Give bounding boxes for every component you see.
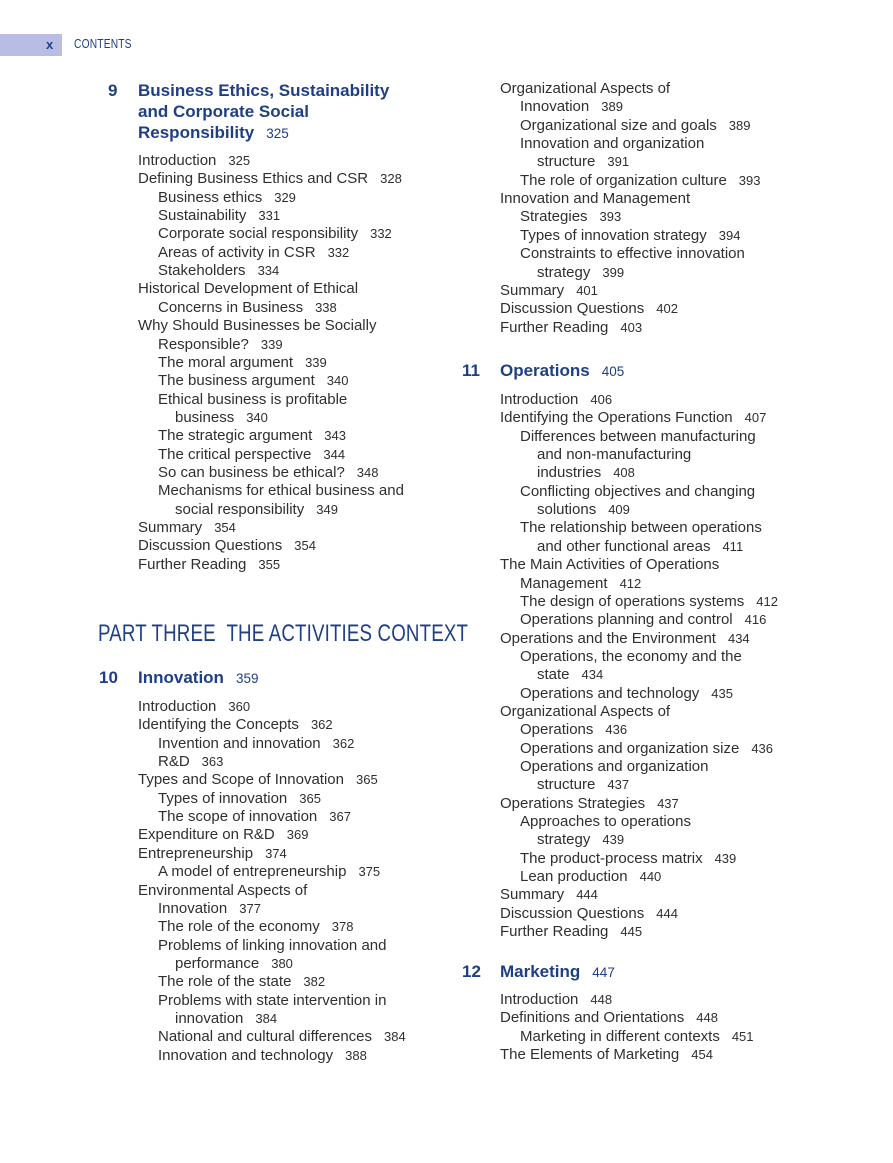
chapter-12-page: 447 xyxy=(592,965,615,980)
chapter-10-number: 10 xyxy=(99,668,118,687)
toc-entry-page: 409 xyxy=(608,502,630,518)
toc-entry-title: Operations and organization size xyxy=(520,739,740,757)
toc-entry-page: 375 xyxy=(358,864,381,880)
toc-entry[interactable] xyxy=(520,868,661,886)
toc-entry-title: industries xyxy=(537,464,602,482)
toc-entry-title: social responsibility xyxy=(175,500,305,518)
chapter-12-title-text: Marketing xyxy=(500,962,581,981)
toc-entry-title: Organizational Aspects of xyxy=(500,702,671,720)
toc-entry-page: 454 xyxy=(691,1047,713,1063)
toc-entry-title: Innovation and technology xyxy=(158,1046,334,1064)
toc-entry-title: The moral argument xyxy=(158,353,294,371)
toc-entry[interactable] xyxy=(500,409,766,427)
toc-entry-title: Types of innovation xyxy=(158,789,288,807)
toc-entry-page: 434 xyxy=(727,630,750,646)
toc-entry-page: 389 xyxy=(728,117,751,133)
toc-entry-page: 391 xyxy=(607,154,630,170)
chapter-9-title-line-3: Responsibility xyxy=(138,123,255,142)
toc-entry-title: Why Should Businesses be Socially xyxy=(138,317,377,335)
toc-entry[interactable] xyxy=(520,758,708,776)
toc-entry[interactable] xyxy=(520,1028,754,1046)
toc-entry[interactable] xyxy=(138,519,236,537)
toc-entry-page: 362 xyxy=(310,717,333,733)
toc-entry-page: 394 xyxy=(718,227,741,243)
toc-entry[interactable] xyxy=(520,227,740,245)
toc-entry-title: Discussion Questions xyxy=(138,537,283,555)
toc-entry-title: Operations planning and control xyxy=(520,611,733,629)
toc-entry-title: Introduction xyxy=(500,991,579,1008)
toc-entry[interactable] xyxy=(537,446,691,464)
toc-entry-title: Further Reading xyxy=(500,923,609,941)
toc-entry-title: Constraints to effective innovation xyxy=(520,245,745,263)
part-title: THE ACTIVITIES CONTEXT xyxy=(226,620,469,647)
toc-entry[interactable] xyxy=(158,189,296,207)
toc-entry-title: Innovation and Management xyxy=(500,190,691,208)
toc-entry-title: Strategies xyxy=(520,208,588,226)
toc-entry[interactable] xyxy=(158,753,223,771)
toc-entry-title: solutions xyxy=(537,501,597,519)
toc-entry[interactable] xyxy=(175,1010,277,1028)
toc-entry-page: 393 xyxy=(738,172,761,188)
toc-entry-title: The design of operations systems xyxy=(520,592,745,610)
toc-entry-page: 407 xyxy=(744,410,767,426)
toc-entry-title: Problems of linking innovation and xyxy=(158,936,387,954)
toc-entry[interactable] xyxy=(158,262,279,280)
toc-entry-page: 439 xyxy=(602,832,625,848)
toc-entry[interactable] xyxy=(158,299,337,317)
chapter-9-title[interactable] xyxy=(138,80,389,144)
toc-entry[interactable] xyxy=(158,244,349,262)
toc-entry[interactable] xyxy=(138,317,376,335)
chapter-12-number: 12 xyxy=(462,962,481,981)
toc-entry-page: 354 xyxy=(214,520,236,535)
toc-entry-title: Concerns in Business xyxy=(158,298,304,316)
toc-entry[interactable] xyxy=(537,776,629,794)
toc-entry-title: Management xyxy=(520,574,608,592)
toc-entry-page: 388 xyxy=(345,1047,367,1063)
toc-entry-page: 339 xyxy=(305,354,327,370)
toc-entry-page: 384 xyxy=(255,1010,278,1026)
toc-entry-page: 340 xyxy=(246,409,268,425)
toc-entry-page: 440 xyxy=(639,869,662,885)
toc-entry[interactable] xyxy=(500,991,612,1009)
toc-entry-title: Operations and technology xyxy=(520,684,700,702)
toc-entry-title: and other functional areas xyxy=(537,537,711,555)
toc-entry-page: 363 xyxy=(201,754,224,770)
toc-entry-page: 328 xyxy=(380,171,402,187)
toc-entry[interactable] xyxy=(500,905,678,923)
toc-entry[interactable] xyxy=(500,391,612,409)
toc-entry-title: The product-process matrix xyxy=(520,849,703,867)
toc-entry[interactable] xyxy=(158,900,261,918)
toc-entry[interactable] xyxy=(537,538,743,556)
toc-entry-title: Ethical business is profitable xyxy=(158,390,348,408)
chapter-12-title[interactable] xyxy=(500,961,615,983)
toc-entry-page: 412 xyxy=(756,593,778,609)
toc-entry-page: 437 xyxy=(607,777,630,793)
toc-entry[interactable] xyxy=(158,992,386,1010)
toc-entry-title: Innovation xyxy=(520,98,590,116)
toc-entry[interactable] xyxy=(520,172,761,190)
toc-entry-page: 348 xyxy=(356,464,379,480)
toc-entry-title: The relationship between operations xyxy=(520,519,762,537)
toc-entry-title: Differences between manufacturing xyxy=(520,427,756,445)
toc-entry[interactable] xyxy=(158,808,351,826)
toc-entry-title: Problems with state intervention in xyxy=(158,991,387,1009)
toc-entry[interactable] xyxy=(138,698,250,716)
toc-entry-page: 439 xyxy=(714,850,737,866)
toc-entry-title: Types of innovation strategy xyxy=(520,226,707,244)
toc-entry[interactable] xyxy=(520,850,736,868)
toc-entry[interactable] xyxy=(500,1046,713,1064)
toc-entry-title: and non-manufacturing xyxy=(537,446,692,464)
toc-entry-page: 435 xyxy=(711,685,733,701)
toc-entry[interactable] xyxy=(158,372,348,390)
toc-entry[interactable] xyxy=(500,190,690,208)
toc-entry-page: 365 xyxy=(355,772,378,788)
toc-entry-title: Further Reading xyxy=(138,555,247,573)
toc-entry[interactable] xyxy=(175,955,293,973)
toc-entry[interactable] xyxy=(500,923,642,941)
toc-entry[interactable] xyxy=(537,666,603,684)
toc-entry[interactable] xyxy=(138,882,307,900)
toc-entry-page: 411 xyxy=(722,538,744,554)
chapter-11-title[interactable] xyxy=(500,360,624,382)
toc-entry-title: Summary xyxy=(138,519,203,536)
toc-entry-title: business xyxy=(175,408,235,426)
toc-entry[interactable] xyxy=(520,208,621,226)
toc-entry[interactable] xyxy=(520,428,756,446)
toc-entry-page: 355 xyxy=(258,556,281,572)
toc-entry-page: 378 xyxy=(331,919,354,935)
toc-entry-page: 362 xyxy=(332,735,355,751)
toc-entry-page: 451 xyxy=(731,1028,754,1044)
toc-entry-title: So can business be ethical? xyxy=(158,463,345,481)
toc-entry[interactable] xyxy=(520,117,751,135)
toc-entry-title: Summary xyxy=(500,281,565,299)
toc-entry-title: Expenditure on R&D xyxy=(138,826,275,844)
toc-entry-page: 403 xyxy=(620,319,643,335)
chapter-9-title-line-1: Business Ethics, Sustainability xyxy=(138,81,390,100)
toc-entry-title: state xyxy=(537,666,570,684)
toc-entry-title: Definitions and Orientations xyxy=(500,1009,685,1027)
toc-entry-title: Marketing in different contexts xyxy=(520,1027,720,1045)
toc-entry[interactable] xyxy=(138,537,316,555)
toc-entry-page: 401 xyxy=(576,282,598,298)
toc-entry-title: Business ethics xyxy=(158,188,263,206)
toc-entry[interactable] xyxy=(158,482,404,500)
toc-entry[interactable] xyxy=(500,886,598,904)
toc-entry[interactable] xyxy=(520,648,742,666)
toc-entry[interactable] xyxy=(520,740,773,758)
toc-entry-page: 434 xyxy=(581,667,604,683)
toc-entry-page: 389 xyxy=(601,99,623,115)
toc-entry-page: 416 xyxy=(744,612,767,628)
toc-entry-page: 393 xyxy=(599,209,622,225)
toc-entry-title: The critical perspective xyxy=(158,445,312,463)
toc-entry-title: Summary xyxy=(500,886,565,904)
toc-entry[interactable] xyxy=(138,716,333,734)
toc-entry-title: The Elements of Marketing xyxy=(500,1046,680,1064)
toc-entry[interactable] xyxy=(138,771,378,789)
toc-entry-title: The role of organization culture xyxy=(520,171,727,189)
chapter-9-number: 9 xyxy=(108,81,118,100)
toc-entry[interactable] xyxy=(158,354,327,372)
toc-entry-title: Conflicting objectives and changing xyxy=(520,482,756,500)
toc-entry-title: structure xyxy=(537,776,596,794)
toc-entry-title: The strategic argument xyxy=(158,427,313,445)
page-number: x xyxy=(46,37,54,52)
toc-entry-title: Operations Strategies xyxy=(500,794,646,812)
running-header: CONTENTS xyxy=(74,37,132,51)
toc-entry[interactable] xyxy=(158,427,346,445)
toc-entry[interactable] xyxy=(175,501,338,519)
toc-entry[interactable] xyxy=(158,336,283,354)
toc-entry-title: strategy xyxy=(537,831,591,849)
toc-entry[interactable] xyxy=(158,1047,367,1065)
toc-entry[interactable] xyxy=(158,225,392,243)
toc-entry-title: Stakeholders xyxy=(158,262,246,280)
toc-entry-title: A model of entrepreneurship xyxy=(158,863,347,881)
toc-entry-page: 377 xyxy=(239,900,261,916)
toc-entry-page: 402 xyxy=(656,301,678,317)
toc-entry-title: Operations and organization xyxy=(520,758,709,775)
toc-entry[interactable] xyxy=(520,685,733,703)
toc-entry-title: Operations, the economy and the xyxy=(520,647,742,665)
toc-entry-title: innovation xyxy=(175,1009,244,1027)
toc-entry[interactable] xyxy=(138,170,402,188)
toc-entry-title: Environmental Aspects of xyxy=(138,881,308,899)
toc-entry-title: performance xyxy=(175,954,260,972)
chapter-10-title[interactable] xyxy=(138,667,258,689)
toc-entry-page: 437 xyxy=(657,795,679,811)
toc-entry-title: Operations and the Environment xyxy=(500,629,716,647)
toc-entry-title: Discussion Questions xyxy=(500,300,645,318)
toc-entry-page: 332 xyxy=(327,244,350,260)
toc-entry-page: 360 xyxy=(228,699,251,714)
toc-entry-title: Approaches to operations xyxy=(520,813,691,831)
toc-entry-page: 367 xyxy=(329,809,351,825)
toc-entry-title: Sustainability xyxy=(158,207,247,225)
toc-entry[interactable] xyxy=(158,790,321,808)
toc-entry-title: The role of the economy xyxy=(158,918,320,936)
toc-entry-title: Identifying the Concepts xyxy=(138,716,299,734)
toc-entry-page: 436 xyxy=(751,740,774,756)
chapter-9-title-line-2: and Corporate Social xyxy=(138,102,309,121)
toc-entry-page: 444 xyxy=(576,887,598,903)
toc-entry[interactable] xyxy=(138,152,250,170)
toc-entry-page: 325 xyxy=(228,153,251,168)
toc-entry-page: 334 xyxy=(257,263,280,279)
toc-entry[interactable] xyxy=(520,593,778,611)
toc-entry-title: Introduction xyxy=(138,152,217,169)
toc-entry[interactable] xyxy=(138,845,287,863)
toc-entry[interactable] xyxy=(500,703,670,721)
toc-entry-page: 444 xyxy=(656,905,678,921)
toc-entry-title: Invention and innovation xyxy=(158,734,321,752)
toc-entry-title: Entrepreneurship xyxy=(138,844,254,862)
toc-entry-title: Responsible? xyxy=(158,335,249,353)
chapter-11-number: 11 xyxy=(462,361,480,380)
toc-entry-page: 329 xyxy=(274,189,296,205)
toc-entry-title: National and cultural differences xyxy=(158,1028,373,1046)
toc-entry-title: The Main Activities of Operations xyxy=(500,556,720,574)
toc-entry-page: 338 xyxy=(315,299,337,315)
toc-entry-title: Types and Scope of Innovation xyxy=(138,771,344,789)
toc-entry[interactable] xyxy=(158,446,345,464)
toc-entry[interactable] xyxy=(520,575,641,593)
toc-entry-page: 406 xyxy=(590,392,613,407)
chapter-10-page: 359 xyxy=(235,671,259,686)
toc-entry-page: 408 xyxy=(613,465,635,481)
toc-entry[interactable] xyxy=(537,831,624,849)
toc-entry[interactable] xyxy=(500,319,642,337)
toc-entry-page: 365 xyxy=(299,790,321,806)
toc-entry-title: R&D xyxy=(158,753,190,771)
toc-entry[interactable] xyxy=(138,556,280,574)
toc-entry[interactable] xyxy=(158,391,347,409)
toc-entry-page: 436 xyxy=(605,722,628,738)
toc-entry-page: 374 xyxy=(265,845,287,861)
toc-entry[interactable] xyxy=(158,1028,406,1046)
toc-entry-title: The role of the state xyxy=(158,973,292,991)
toc-entry-page: 331 xyxy=(258,208,281,224)
toc-entry-page: 349 xyxy=(316,501,338,517)
toc-entry-title: Introduction xyxy=(138,698,217,715)
toc-entry[interactable] xyxy=(500,282,598,300)
toc-entry[interactable] xyxy=(537,464,635,482)
part-heading xyxy=(98,620,468,648)
toc-entry[interactable] xyxy=(158,207,280,225)
toc-entry-page: 384 xyxy=(384,1029,406,1045)
toc-entry-title: The business argument xyxy=(158,372,315,390)
toc-entry[interactable] xyxy=(520,98,623,116)
toc-entry-title: Defining Business Ethics and CSR xyxy=(138,170,369,188)
toc-entry-title: Discussion Questions xyxy=(500,904,645,922)
toc-entry-page: 382 xyxy=(303,974,326,990)
toc-entry[interactable] xyxy=(500,1009,718,1027)
toc-entry[interactable] xyxy=(500,556,719,574)
toc-entry-title: Innovation and organization xyxy=(520,135,705,153)
toc-entry-title: Introduction xyxy=(500,391,579,408)
toc-entry[interactable] xyxy=(537,264,624,282)
toc-entry-title: strategy xyxy=(537,263,591,281)
toc-entry-page: 332 xyxy=(370,226,392,242)
toc-entry[interactable] xyxy=(158,735,354,753)
toc-entry-title: Organizational size and goals xyxy=(520,116,717,134)
toc-entry[interactable] xyxy=(520,721,627,739)
chapter-9-page: 325 xyxy=(266,126,289,141)
toc-entry[interactable] xyxy=(537,501,630,519)
toc-entry[interactable] xyxy=(158,863,380,881)
chapter-10-title-text: Innovation xyxy=(138,668,224,687)
toc-entry[interactable] xyxy=(158,464,379,482)
toc-entry-title: Innovation xyxy=(158,899,228,917)
toc-entry-page: 339 xyxy=(260,336,283,352)
toc-entry[interactable] xyxy=(158,937,386,955)
toc-entry-page: 344 xyxy=(323,446,346,462)
toc-entry-title: Historical Development of Ethical xyxy=(138,280,359,298)
toc-entry-page: 448 xyxy=(590,992,613,1007)
chapter-11-page: 405 xyxy=(601,364,625,379)
toc-entry[interactable] xyxy=(500,300,678,318)
toc-entry[interactable] xyxy=(520,813,691,831)
toc-entry-title: structure xyxy=(537,153,596,171)
toc-entry-page: 380 xyxy=(271,955,293,971)
toc-entry-title: Mechanisms for ethical business and xyxy=(158,482,404,500)
toc-entry-page: 448 xyxy=(696,1010,718,1026)
toc-entry-page: 354 xyxy=(294,538,316,554)
toc-entry-title: Corporate social responsibility xyxy=(158,225,359,243)
toc-entry[interactable] xyxy=(520,611,766,629)
toc-entry[interactable] xyxy=(537,153,629,171)
toc-entry-page: 399 xyxy=(602,264,625,280)
toc-entry-title: Areas of activity in CSR xyxy=(158,243,316,261)
toc-entry[interactable] xyxy=(500,80,670,98)
toc-entry-page: 343 xyxy=(324,428,346,444)
toc-entry-page: 340 xyxy=(326,373,349,389)
toc-entry-page: 445 xyxy=(620,924,643,940)
toc-entry[interactable] xyxy=(158,918,353,936)
toc-entry-title: Identifying the Operations Function xyxy=(500,409,733,427)
toc-entry[interactable] xyxy=(500,630,750,648)
toc-entry[interactable] xyxy=(500,795,679,813)
toc-entry-title: The scope of innovation xyxy=(158,808,318,826)
toc-entry[interactable] xyxy=(158,973,325,991)
toc-entry[interactable] xyxy=(520,245,745,263)
toc-entry[interactable] xyxy=(138,826,308,844)
toc-entry[interactable] xyxy=(520,483,755,501)
toc-entry-page: 369 xyxy=(286,827,309,843)
toc-entry-title: Lean production xyxy=(520,868,628,886)
chapter-11-title-text: Operations xyxy=(500,361,590,380)
toc-entry-title: Organizational Aspects of xyxy=(500,80,671,97)
part-label: PART THREE xyxy=(98,620,216,647)
toc-entry[interactable] xyxy=(175,409,268,427)
toc-entry[interactable] xyxy=(520,135,704,153)
toc-entry[interactable] xyxy=(138,280,358,298)
toc-entry[interactable] xyxy=(520,519,762,537)
toc-entry-title: Operations xyxy=(520,721,594,739)
toc-entry-page: 412 xyxy=(619,575,642,591)
toc-entry-title: Further Reading xyxy=(500,318,609,336)
